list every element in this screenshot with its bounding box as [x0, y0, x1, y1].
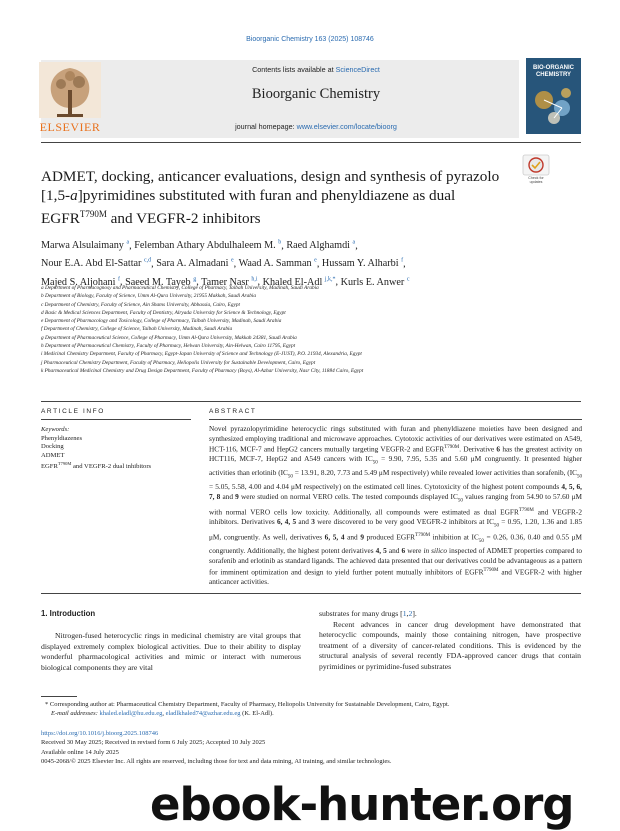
author-affil-link[interactable]: f: [401, 258, 404, 265]
keyword: Phenyldiazenes: [41, 434, 83, 442]
abstract-segment: and: [220, 491, 236, 501]
title-segment: and VEGFR-2 inhibitors: [106, 210, 261, 228]
author: [239, 258, 317, 269]
author-affil-link[interactable]: c,d: [144, 258, 152, 265]
check-updates-label-2: updates: [529, 180, 543, 184]
email-link[interactable]: eladlkhaled74@azhar.edu.eg: [165, 709, 241, 717]
introduction-continuation: [319, 609, 581, 620]
check-updates-icon: [522, 154, 550, 176]
keyword-segment: EGFR: [41, 463, 58, 471]
journal-reference[interactable]: Bioorganic Chemistry 163 (2025) 108746: [246, 36, 374, 43]
affiliation: d Basic & Medical Sciences Department, Faculty of Dentistry, Alryada University for Science & Technology, Egypt: [41, 309, 286, 316]
author-affil-link[interactable]: a: [352, 240, 356, 246]
keywords-label: Keywords:: [41, 426, 70, 433]
compound-number: 6: [401, 546, 406, 556]
author: [322, 258, 403, 269]
title-line-2: [41, 187, 511, 206]
introduction-right-column: [319, 609, 581, 673]
abstract-subscript: 50: [287, 474, 293, 480]
title-superscript: T790M: [79, 209, 107, 219]
author-affil-link[interactable]: b: [278, 240, 282, 246]
keyword: [41, 460, 191, 472]
abstract-superscript: T790M: [483, 567, 499, 573]
author-name: Nour E.A. Abd El-Sattar: [41, 258, 142, 270]
reference-link[interactable]: 2: [408, 609, 413, 618]
abstract-segment: = 5.05, 5.58, 4.00 and 4.04 μM respectively) on the estimated cell lines. Cytotoxicity of the highest potent compounds: [209, 482, 562, 492]
received-dates: Received 30 May 2025; Received in revised form 6 July 2025; Accepted 10 July 2025: [41, 739, 266, 747]
abstract-subscript: 50: [478, 538, 484, 544]
author-affil-link[interactable]: e: [314, 258, 317, 265]
abstract-segment: produced EGFR: [363, 532, 416, 542]
affiliation: g Department of Pharmaceutical Science, College of Pharmacy, Umm Al-Qura University, Makkah 24381, Saudi Arabia: [41, 334, 297, 341]
author-name: Waad A. Samman: [238, 258, 312, 270]
introduction-paragraph: Recent advances in cancer drug development have demonstrated that heterocyclic compounds, mainly those containing nitrogen, have prospective treatment of a diversity of cancer-related conditions. This is evidenced by the structural analysis of several recently FDA-approved cancer drugs that contain pyrimidines or pyrimidine-fused substrates: [319, 619, 581, 671]
affiliation: i Medicinal Chemistry Department, Faculty of Pharmacy, Egypt-Japan University of Science and Technology (E-JUST), P.O. 21934, Alexandria, Egypt: [41, 351, 362, 358]
author-list: Marwa Alsulaimany $^a$, Felemban Athary Abdulhaleem M. $^b$, Raed Alghamdi $^a$, Nour E.A. Abd El-Sattar $^{c,d}$, Sara A. Almadani $^e$, Waad A. Samman $^e$, Hussam Y. Alharbi $^f$, Majed S. Aljohani $^f$, Saeed M. Tayeb $^g$, Tamer Nasr $^{h,i}$, Khaled El-Adl $^{j,k,*}$, Kurls E. Anwer $^c$: [41, 240, 410, 288]
cover-molecule-icon: [526, 58, 581, 134]
abstract-superscript: T790M: [444, 445, 460, 451]
journal-cover: [526, 58, 581, 134]
footnote-rule: [41, 696, 77, 697]
title-italic: a: [70, 186, 78, 204]
footnote: [41, 701, 581, 718]
author: [286, 240, 355, 251]
check-updates-label: [516, 176, 556, 184]
compound-number: 4, 5, 6, 7, 8: [209, 482, 582, 501]
article-title: [41, 168, 511, 229]
keywords-block: [41, 426, 191, 472]
author-affil-link[interactable]: c: [406, 276, 410, 283]
abstract-segment: . Derivative: [459, 444, 497, 454]
title-segment: EGFR: [41, 210, 80, 228]
article-footer: [41, 729, 581, 767]
compound-number: 9: [360, 532, 364, 542]
author: [134, 240, 281, 251]
journal-name: Bioorganic Chemistry: [251, 86, 381, 102]
reference-link[interactable]: 1: [402, 609, 407, 618]
article-info-heading: ARTICLE INFO: [41, 408, 105, 415]
copyright: 0045-2068/© 2025 Elsevier Inc. All rights are reserved, including those for text and data mining, AI training, and similar technologies.: [41, 758, 392, 766]
author-affil-link[interactable]: j,k,*: [324, 276, 336, 283]
intro-segment: ].: [412, 609, 417, 618]
contents-line: [108, 65, 524, 74]
abstract-segment: and: [296, 516, 312, 526]
compound-number: 6, 4, 5: [276, 516, 297, 526]
author-name: Marwa Alsulaimany: [41, 240, 124, 252]
author-affil-link[interactable]: f: [117, 276, 120, 283]
compound-number: 6, 5, 4: [324, 532, 345, 542]
author-name: Khaled El-Adl: [262, 276, 323, 288]
corresponding-text: Corresponding author at: Pharmaceutical Chemistry Department, Faculty of Pharmacy, Heliopolis University for Sustainable Development, Cairo, Egypt.: [48, 701, 450, 708]
abstract-segment: inhibition at IC: [430, 532, 479, 542]
abstract-subscript: 50: [577, 474, 582, 480]
author-name: Sara A. Almadani: [156, 258, 229, 270]
affiliation: b Department of Biology, Faculty of Science, Umm Al-Qura University, 21955 Makkah, Saudi Arabia: [41, 293, 257, 300]
affiliation-list: [41, 284, 581, 375]
compound-number: 6: [496, 444, 501, 454]
publisher-name: ELSEVIER: [39, 120, 101, 134]
abstract-rule: [209, 419, 582, 420]
affiliation: h Department of Pharmaceutical Chemistry, Faculty of Pharmacy, Helwan University, Ain-Helwan, Cairo 11795, Egypt: [41, 343, 296, 350]
abstract-heading: ABSTRACT: [209, 408, 257, 415]
abstract-superscript: T790M: [518, 507, 534, 513]
keyword: Docking: [41, 443, 64, 451]
homepage-prefix: journal homepage:: [235, 122, 297, 131]
compound-number: 3: [311, 516, 315, 526]
abstract-segment: were: [405, 546, 424, 556]
elsevier-logo: [37, 60, 103, 134]
author-affil-link[interactable]: e: [230, 258, 234, 265]
watermark: ebook-hunter.org: [150, 778, 574, 831]
abstract-italic: in silico: [423, 546, 447, 556]
check-updates-label-1: Check for: [528, 176, 544, 180]
affiliation: c Department of Chemistry, Faculty of Science, Ain Shams University, Abbassia, Cairo, Egypt: [41, 301, 240, 308]
abstract-segment: and VEGFR-2 inhibitors. Derivatives: [209, 507, 582, 526]
author: [41, 240, 129, 251]
abstract-subscript: 50: [372, 460, 378, 466]
email-label: E-mail addresses:: [51, 709, 100, 717]
title-line-1: ADMET, docking, anticancer evaluations, design and synthesis of pyrazolo: [41, 168, 500, 185]
homepage-link[interactable]: www.elsevier.com/locate/bioorg: [296, 122, 397, 131]
affiliation: a Department of Pharmacognosy and Pharmaceutical Chemistry, College of Pharmacy, Taibah University, Madinah, Saudi Arabia: [41, 285, 319, 291]
available-online: Available online 14 July 2025: [41, 748, 119, 756]
keyword-superscript: T790M: [57, 461, 72, 467]
cover-title-line-1: BIO-ORGANIC: [533, 65, 574, 71]
abstract-segment: = 0.95, 1.20, 1.36 and 1.85 μM, congruently. As well, derivatives: [209, 516, 582, 542]
keyword: ADMET: [41, 451, 65, 459]
affiliation: f Department of Chemistry, College of Science, Taibah University, Madinah, Saudi Arabia: [41, 326, 233, 333]
sciencedirect-link[interactable]: ScienceDirect: [335, 65, 380, 74]
cover-title-line-2: CHEMISTRY: [535, 71, 572, 78]
abstract-segment: and: [344, 532, 361, 542]
author-name: Kurls E. Anwer: [340, 276, 405, 288]
abstract-segment: has the greatest activity on HCT116, MCF-7, HepG2 and A549 cancers with IC: [209, 444, 582, 464]
author-name: Hussam Y. Alharbi: [321, 258, 399, 270]
introduction-heading: 1. Introduction: [41, 609, 96, 618]
section-rule: [41, 401, 581, 402]
abstract-superscript: T790M: [415, 533, 431, 538]
abstract-bottom-rule: [41, 593, 581, 594]
abstract-segment: = 9.90, 7.95, 5.35 and 5.60 μM congruently. It presented higher activities than erlotinib (IC: [209, 454, 582, 478]
abstract-segment: were studied on normal VERO cells. The tested compounds displayed IC: [238, 491, 458, 501]
abstract-segment: Novel pyrazolopyrimidine heterocyclic rings substituted with furan and phenyldiazene moieties have been designed and synthesized employing traditional and microwave approaches. Cytotoxic activities of our derivatives were estimated on A549, HCT-116, MCF-7 and HepG2 cancers mutually targeting VEGFR-2 and EGFR: [209, 424, 582, 454]
affiliation: j Pharmaceutical Chemistry Department, Faculty of Pharmacy, Heliopolis University for Sustainable Development, Cairo, Egypt: [41, 359, 316, 366]
author-affil-link[interactable]: a: [126, 240, 130, 246]
header-rule: [41, 142, 581, 143]
contents-prefix: Contents lists available at: [252, 65, 336, 74]
abstract-subscript: 50: [493, 523, 499, 529]
intro-segment: substrates for many drugs [: [319, 609, 403, 618]
author-affil-link[interactable]: h,i: [251, 276, 258, 283]
title-segment: ]pyrimidines substituted with furan and phenyldiazene as dual: [77, 186, 456, 204]
author-name: Saeed M. Tayeb: [125, 276, 191, 288]
abstract-segment: inspected of ADMET properties compared to sorafenib and erlotinib as standard ligands. The achieved data presented that our derivatives could be advantageous as a pattern for imminent optimization and design to yield further potent mutually inhibitors of EGFR: [209, 546, 582, 577]
email-link[interactable]: khaled.eladl@hu.edu.eg: [99, 709, 163, 717]
compound-number: 9: [235, 491, 239, 501]
intro-segment: ,: [406, 609, 409, 618]
email-separator: ,: [162, 709, 166, 717]
abstract-segment: and: [386, 546, 402, 556]
affiliation: k Pharmaceutical Medicinal Chemistry and Drug Design Department, Faculty of Pharmacy (Boys), Al-Azhar University, Nasr City, 11884 Cairo, Egypt: [41, 367, 364, 374]
abstract-segment: = 13.91, 8.20, 7.73 and 5.49 μM respectively) while revealed lower activities than sorafenib, (IC: [292, 468, 577, 478]
doi-link[interactable]: https://doi.org/10.1016/j.bioorg.2025.108746: [41, 730, 159, 737]
footnote-star: *: [45, 701, 49, 708]
abstract-segment: were discovered to be very good VEGFR-2 inhibitors at IC: [314, 516, 494, 526]
affiliation: e Department of Pharmacology and Toxicology, College of Pharmacy, Taibah University, Madinah, Saudi Arabia: [41, 318, 282, 325]
keyword-segment: and VEGFR-2 dual inhibitors: [71, 463, 152, 471]
author-name: Tamer Nasr: [201, 276, 249, 288]
author-name: Raed Alghamdi: [286, 240, 350, 252]
author: [156, 258, 233, 269]
compound-number: 4, 5: [375, 546, 387, 556]
author: [41, 258, 151, 269]
abstract-segment: values ranging from 54.90 to 57.60 μM with normal VERO cells low toxicity. Additionally, all compounds were estimated as dual EGFR: [209, 491, 582, 517]
author-affil-link[interactable]: g: [193, 276, 197, 283]
abstract-text: [209, 424, 582, 586]
author-name: Felemban Athary Abdulhaleem M.: [134, 240, 276, 252]
corresponding-author: [41, 701, 581, 710]
title-line-3: [41, 205, 511, 229]
email-tail: (K. El-Adl).: [240, 709, 274, 717]
author-name: Majed S. Aljohani: [41, 276, 116, 288]
abstract-subscript: 50: [457, 498, 463, 504]
abstract-segment: and VEGFR-2 with higher anticancer activities.: [209, 567, 582, 586]
abstract-segment: = 0.26, 0.36, 0.40 and 0.55 μM congruently. Additionally, the highest potent derivatives: [209, 532, 583, 556]
article-info-rule: [41, 419, 191, 420]
title-segment: [1,5-: [41, 186, 71, 204]
homepage-line: [108, 122, 524, 131]
introduction-left-column: Nitrogen-fused heterocyclic rings in medicinal chemistry are vital groups that displayed extremely complex biological activities. Due to their ability to display wonderful pharmacological activities and mimic or interact with numerous biological components they are vital: [41, 631, 301, 672]
email-line: [41, 710, 581, 719]
